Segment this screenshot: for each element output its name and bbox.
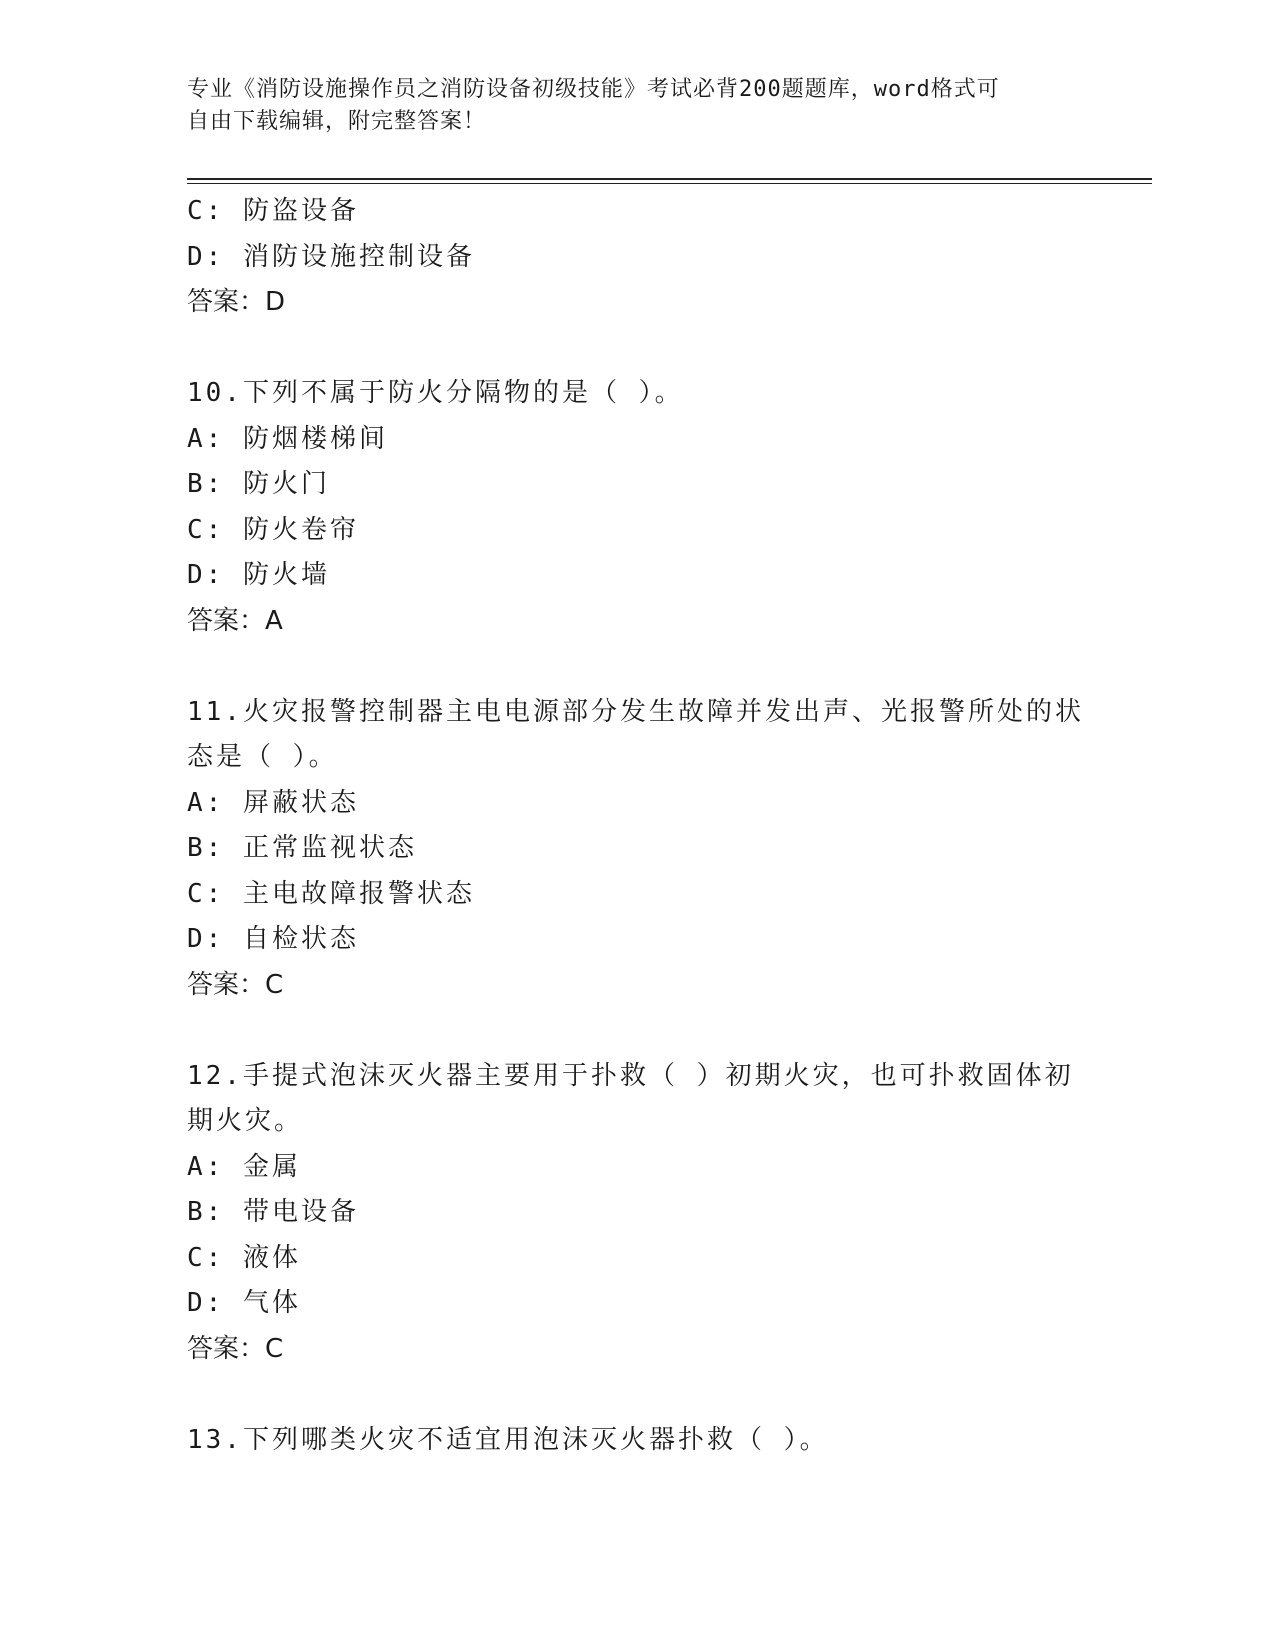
option-a: A: 屏蔽状态: [187, 787, 359, 818]
option-d: D: 自检状态: [187, 924, 359, 954]
answer-line: 答案：C: [187, 969, 284, 1000]
option-d: D: 消防设施控制设备: [187, 241, 475, 272]
option-c: C: 主电故障报警状态: [187, 878, 475, 909]
option-b: B: 带电设备: [187, 1197, 359, 1227]
header-divider-thin: [187, 183, 1152, 184]
question-stem: 10.下列不属于防火分隔物的是（ ）。: [187, 378, 684, 408]
header-line-2: 自由下载编辑，附完整答案！: [187, 109, 487, 134]
document-header: [187, 74, 1067, 138]
spacer: [187, 1008, 1087, 1054]
option-d: D: 防火墙: [187, 560, 330, 590]
spacer: [187, 644, 1087, 690]
option-c: C: 防盗设备: [187, 196, 359, 226]
option-a: A: 防烟楼梯间: [187, 423, 388, 454]
question-stem: 12.手提式泡沫灭火器主要用于扑救（ ）初期火灾，也可扑救固体初: [187, 1060, 1074, 1091]
option-a: A: 金属: [187, 1151, 301, 1182]
option-d: D: 气体: [187, 1288, 301, 1318]
option-c: C: 防火卷帘: [187, 514, 359, 545]
question-stem-continued: 期火灾。: [187, 1106, 304, 1136]
question-stem-continued: 态是（ ）。: [187, 742, 338, 772]
question-stem: 11.火灾报警控制器主电电源部分发生故障并发出声、光报警所处的状: [187, 696, 1084, 727]
spacer: [187, 326, 1087, 372]
option-b: B: 防火门: [187, 469, 330, 499]
option-b: B: 正常监视状态: [187, 833, 417, 863]
answer-line: 答案：A: [187, 605, 283, 636]
answer-line: 答案：C: [187, 1333, 284, 1364]
question-list: [187, 189, 1087, 1463]
header-divider-thick: [187, 178, 1152, 180]
answer-line: 答案：D: [187, 287, 286, 317]
option-c: C: 液体: [187, 1242, 301, 1273]
spacer: [187, 1372, 1087, 1418]
header-line-1: 专业《消防设施操作员之消防设备初级技能》考试必背200题题库，word格式可: [187, 77, 1000, 102]
question-stem: 13.下列哪类火灾不适宜用泡沫灭火器扑救（ ）。: [187, 1424, 829, 1455]
